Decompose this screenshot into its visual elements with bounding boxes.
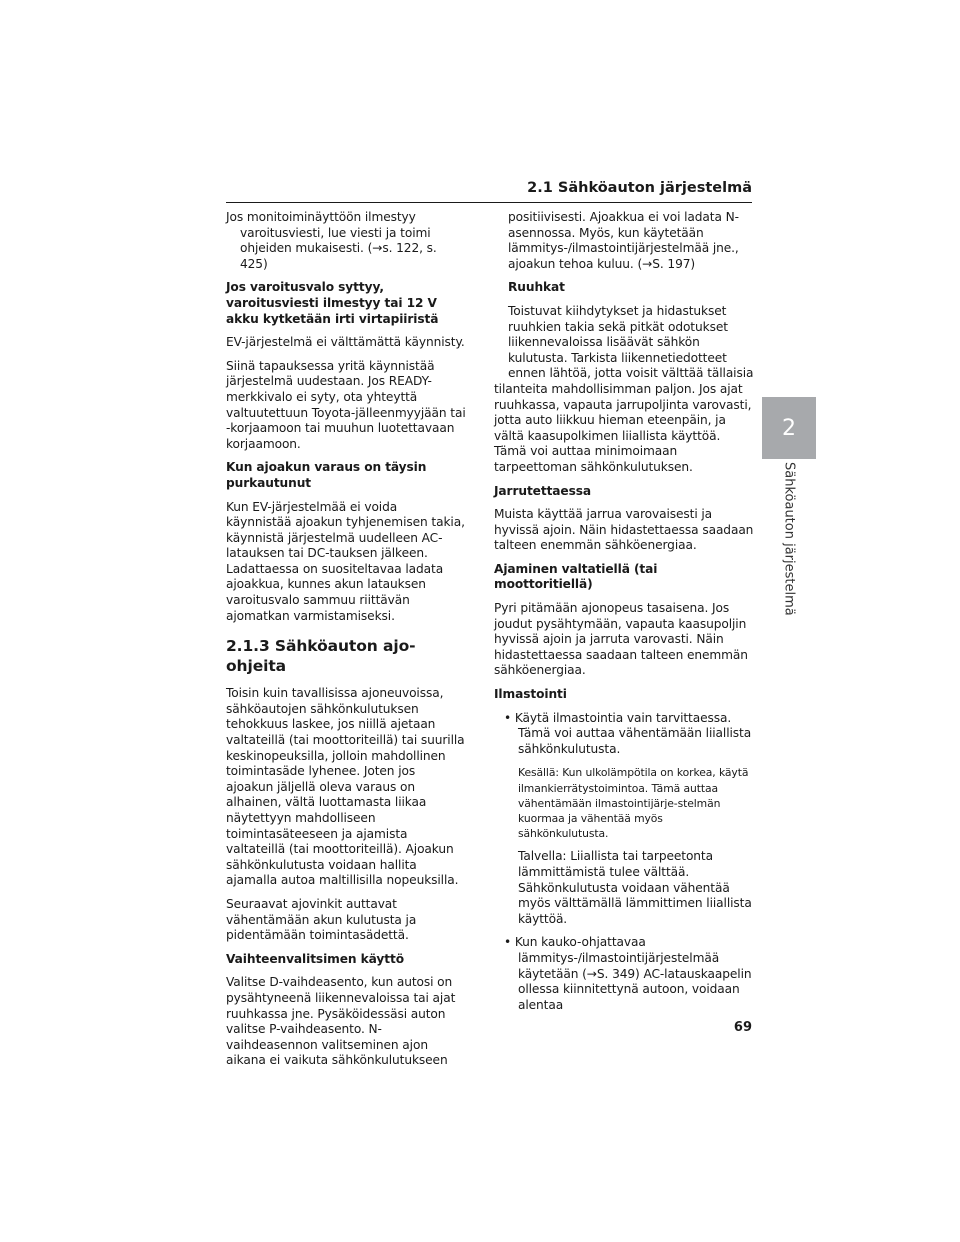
subheading: Ilmastointi <box>494 687 567 702</box>
paragraph: Pyri pitämään ajonopeus tasaisena. Jos joudut pysähtymään, vapauta kaasupoljin hyvissä ajoin ja jarruta varovasti. Näin hidastettaessa saadaan talteen enemmän sähköenergiaa. <box>494 601 748 678</box>
subheading: Vaihteenvalitsimen käyttö <box>226 951 404 966</box>
subheading: Jarrutettaessa <box>494 483 592 498</box>
header-rule <box>226 202 752 203</box>
paragraph: Seuraavat ajovinkit auttavat vähentämään akun kulutusta ja pidentämään toimintasädettä. <box>226 896 417 943</box>
subheading: Kun ajoakun varaus on täysin purkautunut <box>226 460 427 490</box>
subheading: Jos varoitusvalo syttyy, varoitusviesti ilmestyy tai 12 V akku kytketään irti virtapiiristä <box>226 280 439 326</box>
paragraph: positiivisesti. Ajoakkua ei voi ladata N-asennossa. Myös, kun käytetään lämmitys-/ilmastointijärjestelmää jne., ajoakun tehoa kuluu. (→S. 197) <box>508 210 739 271</box>
paragraph: Kun EV-järjestelmää ei voida käynnistää ajoakun tyhjenemisen takia, käynnistä järjestelmä uudelleen AC-latauksen tai DC-tauksen jälkeen. Ladattaessa on suositeltavaa ladata ajoakkua, kunnes akun latauksen varoitusvalo sammuu riittävän ajomatkan varmistamiseksi. <box>226 499 465 623</box>
paragraph: EV-järjestelmä ei välttämättä käynnisty. <box>226 335 465 350</box>
note-text: Kesällä: Kun ulkolämpötila on korkea, käytä ilmankierrätystoimintoa. Tämä auttaa vähentämään ilmastointijärje-stelmän kuormaa ja vähentää myös sähkönkulutusta. <box>518 766 749 841</box>
list-item: • Käytä ilmastointia vain tarvittaessa. Tämä voi auttaa vähentämään liiallista sähkönkulutusta. <box>504 710 752 756</box>
page-number: 69 <box>733 1020 752 1035</box>
right-column <box>494 210 754 1021</box>
paragraph: Jos monitoiminäyttöön ilmestyy varoitusviesti, lue viesti ja toimi ohjeiden mukaisesti. (→s. 122, s. 425) <box>226 210 437 271</box>
left-column <box>226 210 466 1077</box>
paragraph: Toistuvat kiihdytykset ja hidastukset ruuhkien takia sekä pitkät odotukset liikennevaloissa lisäävät sähkön kulutusta. Tarkista liikennetiedotteet ennen lähtöä, jotta voisit välttää tällaisia <box>508 303 754 381</box>
paragraph: Toisin kuin tavallisissa ajoneuvoissa, sähköautojen sähkönkulutuksen tehokkuus laskee, jos niillä ajetaan valtateillä (tai moottoriteillä) tai suurilla keskinopeuksilla, jolloin mahdollinen toimintasäde lyhenee. Joten jos ajoakun jäljellä oleva varaus on alhainen, vältä luottamasta liikaa näytettyyn mahdolliseen toimintasäteeseen ja ajamista valtateillä (tai moottoriteillä). Ajoakun sähkönkulutusta voidaan hallita ajamalla autoa maltillisilla nopeuksilla. <box>226 686 465 888</box>
paragraph: tilanteita mahdollisimman paljon. Jos ajat ruuhkassa, vapauta jarrupoljinta varovasti, jotta auto liikkuu hieman eteenpäin, ja vältä kaasupolkimen liiallista käyttöä. Tämä voi auttaa minimoimaan tarpeettoman sähkönkulutuksen. <box>494 381 752 474</box>
running-header-title: 2.1 Sähköauton järjestelmä <box>527 180 752 196</box>
subheading: Ajaminen valtatiellä (tai moottoritiellä) <box>494 561 658 592</box>
paragraph: Valitse D-vaihdeasento, kun autosi on pysähtyneenä liikennevaloissa tai ajat ruuhkassa jne. Pysäköidessäsi auton valitse P-vaihdeasento. N-vaihdeasennon valitseminen ajon aikana ei vaikuta sähkönkulutukseen <box>226 975 456 1068</box>
paragraph: Talvella: Liiallista tai tarpeetonta lämmittämistä tulee välttää. Sähkönkulutusta voidaan vähentää myös välttämällä lämmittimen liiallista käyttöä. <box>518 849 752 926</box>
paragraph: Muista käyttää jarrua varovaisesti ja hyvissä ajoin. Näin hidastettaessa saadaan talteen enemmän sähköenergiaa. <box>494 507 754 553</box>
chapter-tab: 2 <box>762 397 816 459</box>
section-heading: 2.1.3 Sähköauton ajo-ohjeita <box>226 637 416 676</box>
chapter-side-label: Sähköauton järjestelmä <box>781 462 797 616</box>
subheading: Ruuhkat <box>508 280 565 295</box>
list-item: • Kun kauko-ohjattavaa lämmitys-/ilmastointijärjestelmää käytetään (→S. 349) AC-latauskaapelin ollessa kiinnitettynä autoon, voidaan alentaa <box>504 935 752 1012</box>
paragraph: Siinä tapauksessa yritä käynnistää järjestelmä uudestaan. Jos READY-merkkivalo ei syty, ota yhteyttä valtuutettuun Toyota-jälleenmyyjään tai -korjaamoon tai muuhun luotettavaan korjaamoon. <box>226 358 466 451</box>
